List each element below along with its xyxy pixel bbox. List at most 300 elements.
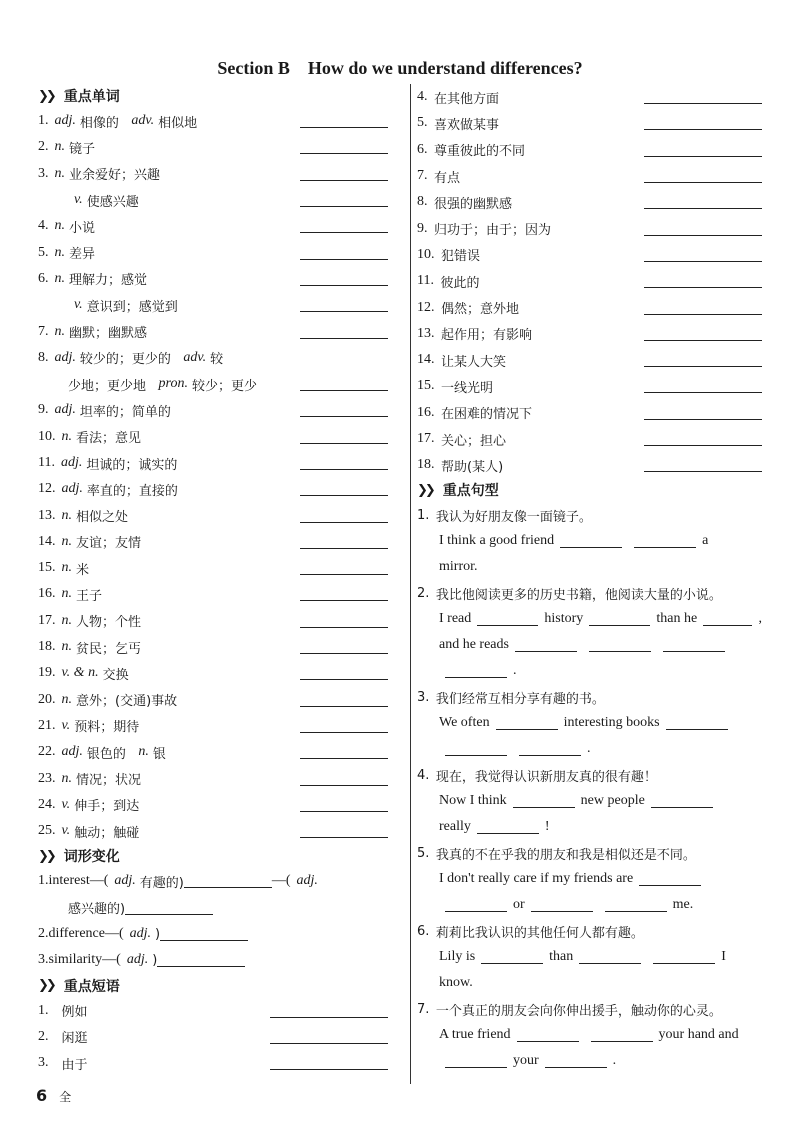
vocab-item <box>38 713 388 739</box>
sentence-english-line <box>417 944 762 970</box>
forms-heading-text: 词形变化 <box>63 849 120 866</box>
answer-blank[interactable] <box>300 272 388 286</box>
page-title <box>0 58 800 79</box>
answer-blank[interactable] <box>300 587 388 601</box>
item-number: 1. <box>417 507 430 523</box>
phrase-meaning: 有点 <box>427 170 461 186</box>
part-of-speech: n. <box>61 507 72 523</box>
phrase-meaning: 在困难的情况下 <box>434 407 533 423</box>
item-number: 11. <box>417 273 434 289</box>
item-number: 14. <box>417 352 435 368</box>
answer-blank[interactable] <box>300 325 388 339</box>
item-number: 18. <box>38 639 56 655</box>
form-hint: ) <box>155 926 161 942</box>
item-number: 24. <box>38 796 56 812</box>
answer-blank[interactable] <box>300 114 388 128</box>
vocab-item <box>38 213 388 239</box>
item-number: 8. <box>38 349 49 365</box>
item-number: 1. <box>38 1002 49 1018</box>
sentence-english-line <box>417 892 762 918</box>
part-of-speech: v. <box>61 796 71 812</box>
sentence-chinese: 现在，我觉得认识新朋友真的很有趣！ <box>429 769 657 785</box>
answer-blank[interactable] <box>517 1028 579 1042</box>
answer-blank[interactable] <box>300 614 388 628</box>
sentence-chinese: 我认为好朋友像一面镜子。 <box>429 509 592 525</box>
item-number: 18. <box>417 457 435 473</box>
answer-blank[interactable] <box>300 377 388 391</box>
answer-blank[interactable] <box>270 1056 388 1070</box>
double-chevron-icon: ❯❯ <box>38 88 54 104</box>
vocab-item <box>38 318 388 344</box>
part-of-speech: v. & n. <box>61 665 99 681</box>
item-number: 3. <box>38 1055 49 1071</box>
sentence-english-line <box>417 658 762 684</box>
answer-blank[interactable] <box>639 872 701 886</box>
answer-blank[interactable] <box>666 716 728 730</box>
vocab-item <box>38 266 388 292</box>
answer-blank[interactable] <box>300 745 388 759</box>
word-stem: interest—( <box>48 873 109 889</box>
item-number: 5. <box>417 845 430 861</box>
answer-blank[interactable] <box>644 169 762 183</box>
answer-blank[interactable] <box>300 772 388 786</box>
sentence-english-line <box>417 710 762 736</box>
part-of-speech: n. <box>61 533 72 549</box>
item-number: 5. <box>417 115 428 131</box>
part-of-speech: n. <box>54 244 65 260</box>
book-label: 全 <box>59 1090 72 1104</box>
answer-blank[interactable] <box>300 298 388 312</box>
sentence-text: than he <box>656 611 698 627</box>
answer-blank[interactable] <box>300 167 388 181</box>
answer-blank[interactable] <box>300 693 388 707</box>
answer-blank[interactable] <box>300 719 388 733</box>
part-of-speech: n. <box>61 639 72 655</box>
phrase-item <box>417 373 762 399</box>
definition: 银 <box>152 746 166 762</box>
answer-blank[interactable] <box>445 742 507 756</box>
part-of-speech: n. <box>54 270 65 286</box>
part-of-speech: n. <box>61 770 72 786</box>
part-of-speech: n. <box>54 139 65 155</box>
sentence-english-line <box>417 814 762 840</box>
vocab-item <box>38 187 388 213</box>
sentence-prompt <box>417 580 762 606</box>
answer-blank[interactable] <box>545 1054 607 1068</box>
answer-blank[interactable] <box>605 898 667 912</box>
phrase-item <box>417 268 762 294</box>
sentence-text: ! <box>544 819 550 835</box>
answer-blank[interactable] <box>477 612 538 626</box>
definition: 坦率的；简单的 <box>79 404 171 420</box>
definition: 贫民；乞丐 <box>76 641 142 657</box>
sentence-english-line <box>417 970 762 996</box>
definition: 预料；期待 <box>74 720 140 736</box>
vocab-item <box>38 161 388 187</box>
definition: 坦诚的；诚实的 <box>86 457 178 473</box>
item-number: 6. <box>417 923 430 939</box>
answer-blank[interactable] <box>653 950 715 964</box>
sentence-text: and he reads <box>439 637 509 653</box>
sentence-text: a <box>702 533 709 549</box>
item-number: 23. <box>38 770 56 786</box>
part-of-speech: adj. <box>61 744 83 760</box>
phrase-item <box>417 321 762 347</box>
sentence-text: mirror. <box>439 559 478 575</box>
word-form-continuation <box>38 895 388 921</box>
phrase-meaning: 关心；担心 <box>434 433 507 449</box>
part-of-speech: n. <box>61 612 72 628</box>
item-number: 4. <box>38 218 49 234</box>
part-of-speech: n. <box>61 586 72 602</box>
answer-blank[interactable] <box>300 430 388 444</box>
answer-blank[interactable] <box>644 116 762 130</box>
definition: 伸手；到达 <box>74 799 140 815</box>
item-number: 7. <box>417 1001 430 1017</box>
vocab-item <box>38 134 388 160</box>
part-of-speech: v. <box>61 717 71 733</box>
sentence-english-line <box>417 1022 762 1048</box>
vocab-item <box>38 739 388 765</box>
answer-blank[interactable] <box>644 353 762 367</box>
definition: 较少；更少 <box>191 378 257 394</box>
sentence-english-line <box>417 736 762 762</box>
item-number: 21. <box>38 717 56 733</box>
sentence-chinese: 莉莉比我认识的其他任何人都有趣。 <box>429 925 644 941</box>
answer-blank[interactable] <box>300 535 388 549</box>
item-number: 13. <box>38 507 56 523</box>
part-of-speech: pron. <box>158 376 188 392</box>
vocab-item <box>38 345 388 371</box>
item-number: 15. <box>38 560 56 576</box>
sentence-prompt <box>417 684 762 710</box>
part-of-speech: adj. <box>114 873 136 889</box>
phrase-item <box>38 998 388 1024</box>
phrase-meaning: 偶然；意外地 <box>434 302 520 318</box>
answer-blank[interactable] <box>644 248 762 262</box>
answer-blank[interactable] <box>125 901 213 915</box>
answer-blank[interactable] <box>300 140 388 154</box>
sentence-text: new people <box>580 793 645 809</box>
sentence-text: history <box>544 611 584 627</box>
word-stem: difference—( <box>48 926 124 942</box>
answer-blank[interactable] <box>300 509 388 523</box>
page-footer <box>36 1086 71 1105</box>
answer-blank[interactable] <box>157 953 245 967</box>
vocab-item <box>38 765 388 791</box>
answer-blank[interactable] <box>644 379 762 393</box>
answer-blank[interactable] <box>300 193 388 207</box>
phrase-item <box>417 426 762 452</box>
page-number: 6 <box>36 1086 48 1105</box>
item-number: 20. <box>38 691 56 707</box>
answer-blank[interactable] <box>270 1030 388 1044</box>
phrase-meaning: 让某人大笑 <box>434 354 507 370</box>
phrase-item <box>417 215 762 241</box>
answer-blank[interactable] <box>644 143 762 157</box>
form-hint: 有趣的) <box>139 875 184 891</box>
phrase-meaning: 一线光明 <box>434 380 494 396</box>
answer-blank[interactable] <box>160 927 248 941</box>
answer-blank[interactable] <box>644 458 762 472</box>
answer-blank[interactable] <box>445 1054 507 1068</box>
definition: 小说 <box>69 220 96 236</box>
definition: 人物；个性 <box>76 615 142 631</box>
sentence-chinese: 一个真正的朋友会向你伸出援手，触动你的心灵。 <box>429 1003 722 1019</box>
sentence-text: . <box>612 1053 617 1069</box>
answer-blank[interactable] <box>644 222 762 236</box>
answer-blank[interactable] <box>496 716 558 730</box>
phrase-item <box>417 110 762 136</box>
item-number: 2. <box>417 585 430 601</box>
sentence-english-line <box>417 554 762 580</box>
item-number: 15. <box>417 378 435 394</box>
answer-blank[interactable] <box>270 1004 388 1018</box>
item-number: 5. <box>38 244 49 260</box>
vocab-item <box>38 555 388 581</box>
item-number: 3. <box>38 952 49 968</box>
vocab-item <box>38 371 388 397</box>
phrase-meaning: 帮助(某人) <box>434 459 504 475</box>
answer-blank[interactable] <box>300 824 388 838</box>
vocab-item <box>38 450 388 476</box>
phrase-item <box>417 242 762 268</box>
item-number: 12. <box>417 299 435 315</box>
vocab-item <box>38 502 388 528</box>
definition: 率直的；直接的 <box>86 483 178 499</box>
item-number: 9. <box>417 220 428 236</box>
sentence-prompt <box>417 762 762 788</box>
definition: 幽默；幽默感 <box>69 326 148 342</box>
right-column <box>410 84 762 1084</box>
definition: 触动；触碰 <box>74 825 140 841</box>
answer-blank[interactable] <box>300 640 388 654</box>
sentence-text: Now I think <box>439 793 507 809</box>
part-of-speech: n. <box>61 691 72 707</box>
sentence-english-line <box>417 632 762 658</box>
sentence-text: than <box>549 949 574 965</box>
definition: 情况；状况 <box>76 773 142 789</box>
part-of-speech: v. <box>74 192 83 208</box>
answer-blank[interactable] <box>300 246 388 260</box>
definition: 相似之处 <box>76 510 129 526</box>
item-number: 2. <box>38 926 49 942</box>
sentence-text: We often <box>439 715 490 731</box>
answer-blank[interactable] <box>644 90 762 104</box>
phrase-meaning: 在其他方面 <box>427 91 500 107</box>
phrase-meaning: 起作用；有影响 <box>434 328 533 344</box>
phrase-item <box>417 137 762 163</box>
vocab-item <box>38 581 388 607</box>
sentence-prompt <box>417 996 762 1022</box>
phrase-meaning: 喜欢做某事 <box>427 117 500 133</box>
answer-blank[interactable] <box>300 666 388 680</box>
part-of-speech: v. <box>74 297 83 313</box>
item-number: 16. <box>417 404 435 420</box>
part-of-speech: adj. <box>126 952 149 968</box>
item-number: 14. <box>38 533 56 549</box>
item-number: 22. <box>38 744 56 760</box>
vocab-item <box>38 108 388 134</box>
item-number: 19. <box>38 665 56 681</box>
definition: 友谊；友情 <box>76 536 142 552</box>
sentence-text: know. <box>439 975 473 991</box>
sentence-prompt <box>417 840 762 866</box>
phrase-meaning: 闲逛 <box>48 1031 88 1047</box>
part-of-speech: n. <box>54 165 65 181</box>
phrase-item <box>417 84 762 110</box>
vocab-item <box>38 239 388 265</box>
phrases-heading <box>38 974 388 998</box>
vocab-item <box>38 476 388 502</box>
part-of-speech: n. <box>61 428 72 444</box>
vocab-item <box>38 608 388 634</box>
item-number: 2. <box>38 1028 49 1044</box>
answer-blank[interactable] <box>703 612 752 626</box>
sentence-chinese: 我比他阅读更多的历史书籍，他阅读大量的小说。 <box>429 587 722 603</box>
definition: 王子 <box>76 588 103 604</box>
left-column <box>38 84 388 1076</box>
definition: 相似地 <box>158 115 198 131</box>
sentence-chinese: 我真的不在乎我的朋友和我是相似还是不同。 <box>429 847 696 863</box>
answer-blank[interactable] <box>644 432 762 446</box>
answer-blank[interactable] <box>644 327 762 341</box>
answer-blank[interactable] <box>634 534 696 548</box>
item-number: 9. <box>38 402 49 418</box>
definition: 看法；意见 <box>76 431 142 447</box>
item-number: 10. <box>38 428 56 444</box>
sentence-chinese: 我们经常互相分享有趣的书。 <box>429 691 605 707</box>
answer-blank[interactable] <box>644 195 762 209</box>
vocab-heading <box>38 84 388 108</box>
answer-blank[interactable] <box>515 638 577 652</box>
sentence-text: , <box>758 611 762 627</box>
part-of-speech: adv. <box>131 113 155 129</box>
phrase-meaning: 很强的幽默感 <box>427 196 513 212</box>
sentence-english-line <box>417 866 762 892</box>
item-number: 1. <box>38 873 49 889</box>
word-form-item <box>38 921 388 947</box>
answer-blank[interactable] <box>591 1028 653 1042</box>
sentence-text: or <box>513 897 525 913</box>
sentence-prompt <box>417 502 762 528</box>
item-number: 3. <box>417 689 430 705</box>
answer-blank[interactable] <box>300 561 388 575</box>
part-of-speech: adj. <box>54 349 76 365</box>
vocab-item <box>38 818 388 844</box>
answer-blank[interactable] <box>477 820 539 834</box>
answer-blank[interactable] <box>445 898 507 912</box>
item-number: 3. <box>38 165 49 181</box>
answer-blank[interactable] <box>579 950 641 964</box>
sentence-english-line <box>417 1048 762 1074</box>
part-of-speech: adj. <box>129 926 152 942</box>
item-number: 4. <box>417 767 430 783</box>
sentence-text: I don't really care if my friends are <box>439 871 634 887</box>
answer-blank[interactable] <box>519 742 581 756</box>
part-of-speech: adj. <box>61 481 83 497</box>
vocab-heading-text: 重点单词 <box>63 89 120 105</box>
phrase-item <box>38 1050 388 1076</box>
answer-blank[interactable] <box>513 794 575 808</box>
item-number: 10. <box>417 246 435 262</box>
sentence-text: . <box>587 741 591 757</box>
phrase-meaning: 尊重彼此的不同 <box>427 144 526 160</box>
phrase-item <box>417 189 762 215</box>
vocab-item <box>38 529 388 555</box>
form-dash: —( <box>271 873 291 889</box>
answer-blank[interactable] <box>300 798 388 812</box>
definition: 业余爱好；兴趣 <box>69 168 161 184</box>
answer-blank[interactable] <box>184 874 272 888</box>
sentences-heading-text: 重点句型 <box>442 483 499 500</box>
double-chevron-icon: ❯❯ <box>38 978 54 993</box>
answer-blank[interactable] <box>644 406 762 420</box>
word-stem: similarity—( <box>48 952 121 968</box>
definition: 较 <box>210 352 224 368</box>
word-form-item <box>38 868 388 894</box>
definition: 较少的；更少的 <box>79 352 171 368</box>
answer-blank[interactable] <box>644 301 762 315</box>
sentence-prompt <box>417 918 762 944</box>
sentence-text: really <box>439 819 471 835</box>
phrase-item <box>417 347 762 373</box>
answer-blank[interactable] <box>445 664 507 678</box>
definition: 差异 <box>69 247 96 263</box>
definition: 意外；(交通)事故 <box>76 694 178 710</box>
part-of-speech: adv. <box>183 349 207 365</box>
item-number: 7. <box>38 323 49 339</box>
definition: 理解力；感觉 <box>69 273 148 289</box>
answer-blank[interactable] <box>531 898 593 912</box>
answer-blank[interactable] <box>589 612 650 626</box>
item-number: 8. <box>417 194 428 210</box>
answer-blank[interactable] <box>481 950 543 964</box>
answer-blank[interactable] <box>300 456 388 470</box>
answer-blank[interactable] <box>663 638 725 652</box>
double-chevron-icon: ❯❯ <box>38 848 54 864</box>
item-number: 12. <box>38 481 56 497</box>
sentence-text: I <box>721 949 726 965</box>
item-number: 4. <box>417 89 428 105</box>
answer-blank[interactable] <box>589 638 651 652</box>
answer-blank[interactable] <box>644 274 762 288</box>
answer-blank[interactable] <box>300 482 388 496</box>
double-chevron-icon: ❯❯ <box>417 482 433 498</box>
sentence-text: A true friend <box>439 1027 511 1043</box>
phrase-item <box>417 400 762 426</box>
definition: 意识到；感觉到 <box>86 299 178 315</box>
answer-blank[interactable] <box>651 794 713 808</box>
part-of-speech: n. <box>138 744 149 760</box>
phrase-item <box>417 452 762 478</box>
answer-blank[interactable] <box>300 403 388 417</box>
phrase-item <box>417 163 762 189</box>
phrases-heading-text: 重点短语 <box>63 978 120 995</box>
item-number: 16. <box>38 586 56 602</box>
sentence-text: . <box>513 663 517 679</box>
definition: 相像的 <box>79 115 119 131</box>
answer-blank[interactable] <box>300 219 388 233</box>
section-question: How do we understand differences? <box>307 58 583 78</box>
sentence-text: me. <box>672 897 694 913</box>
sentence-english-line <box>417 788 762 814</box>
item-number: 11. <box>38 455 55 470</box>
item-number: 6. <box>38 270 49 286</box>
answer-blank[interactable] <box>560 534 622 548</box>
phrase-meaning: 彼此的 <box>433 275 480 291</box>
part-of-speech: n. <box>54 218 65 234</box>
